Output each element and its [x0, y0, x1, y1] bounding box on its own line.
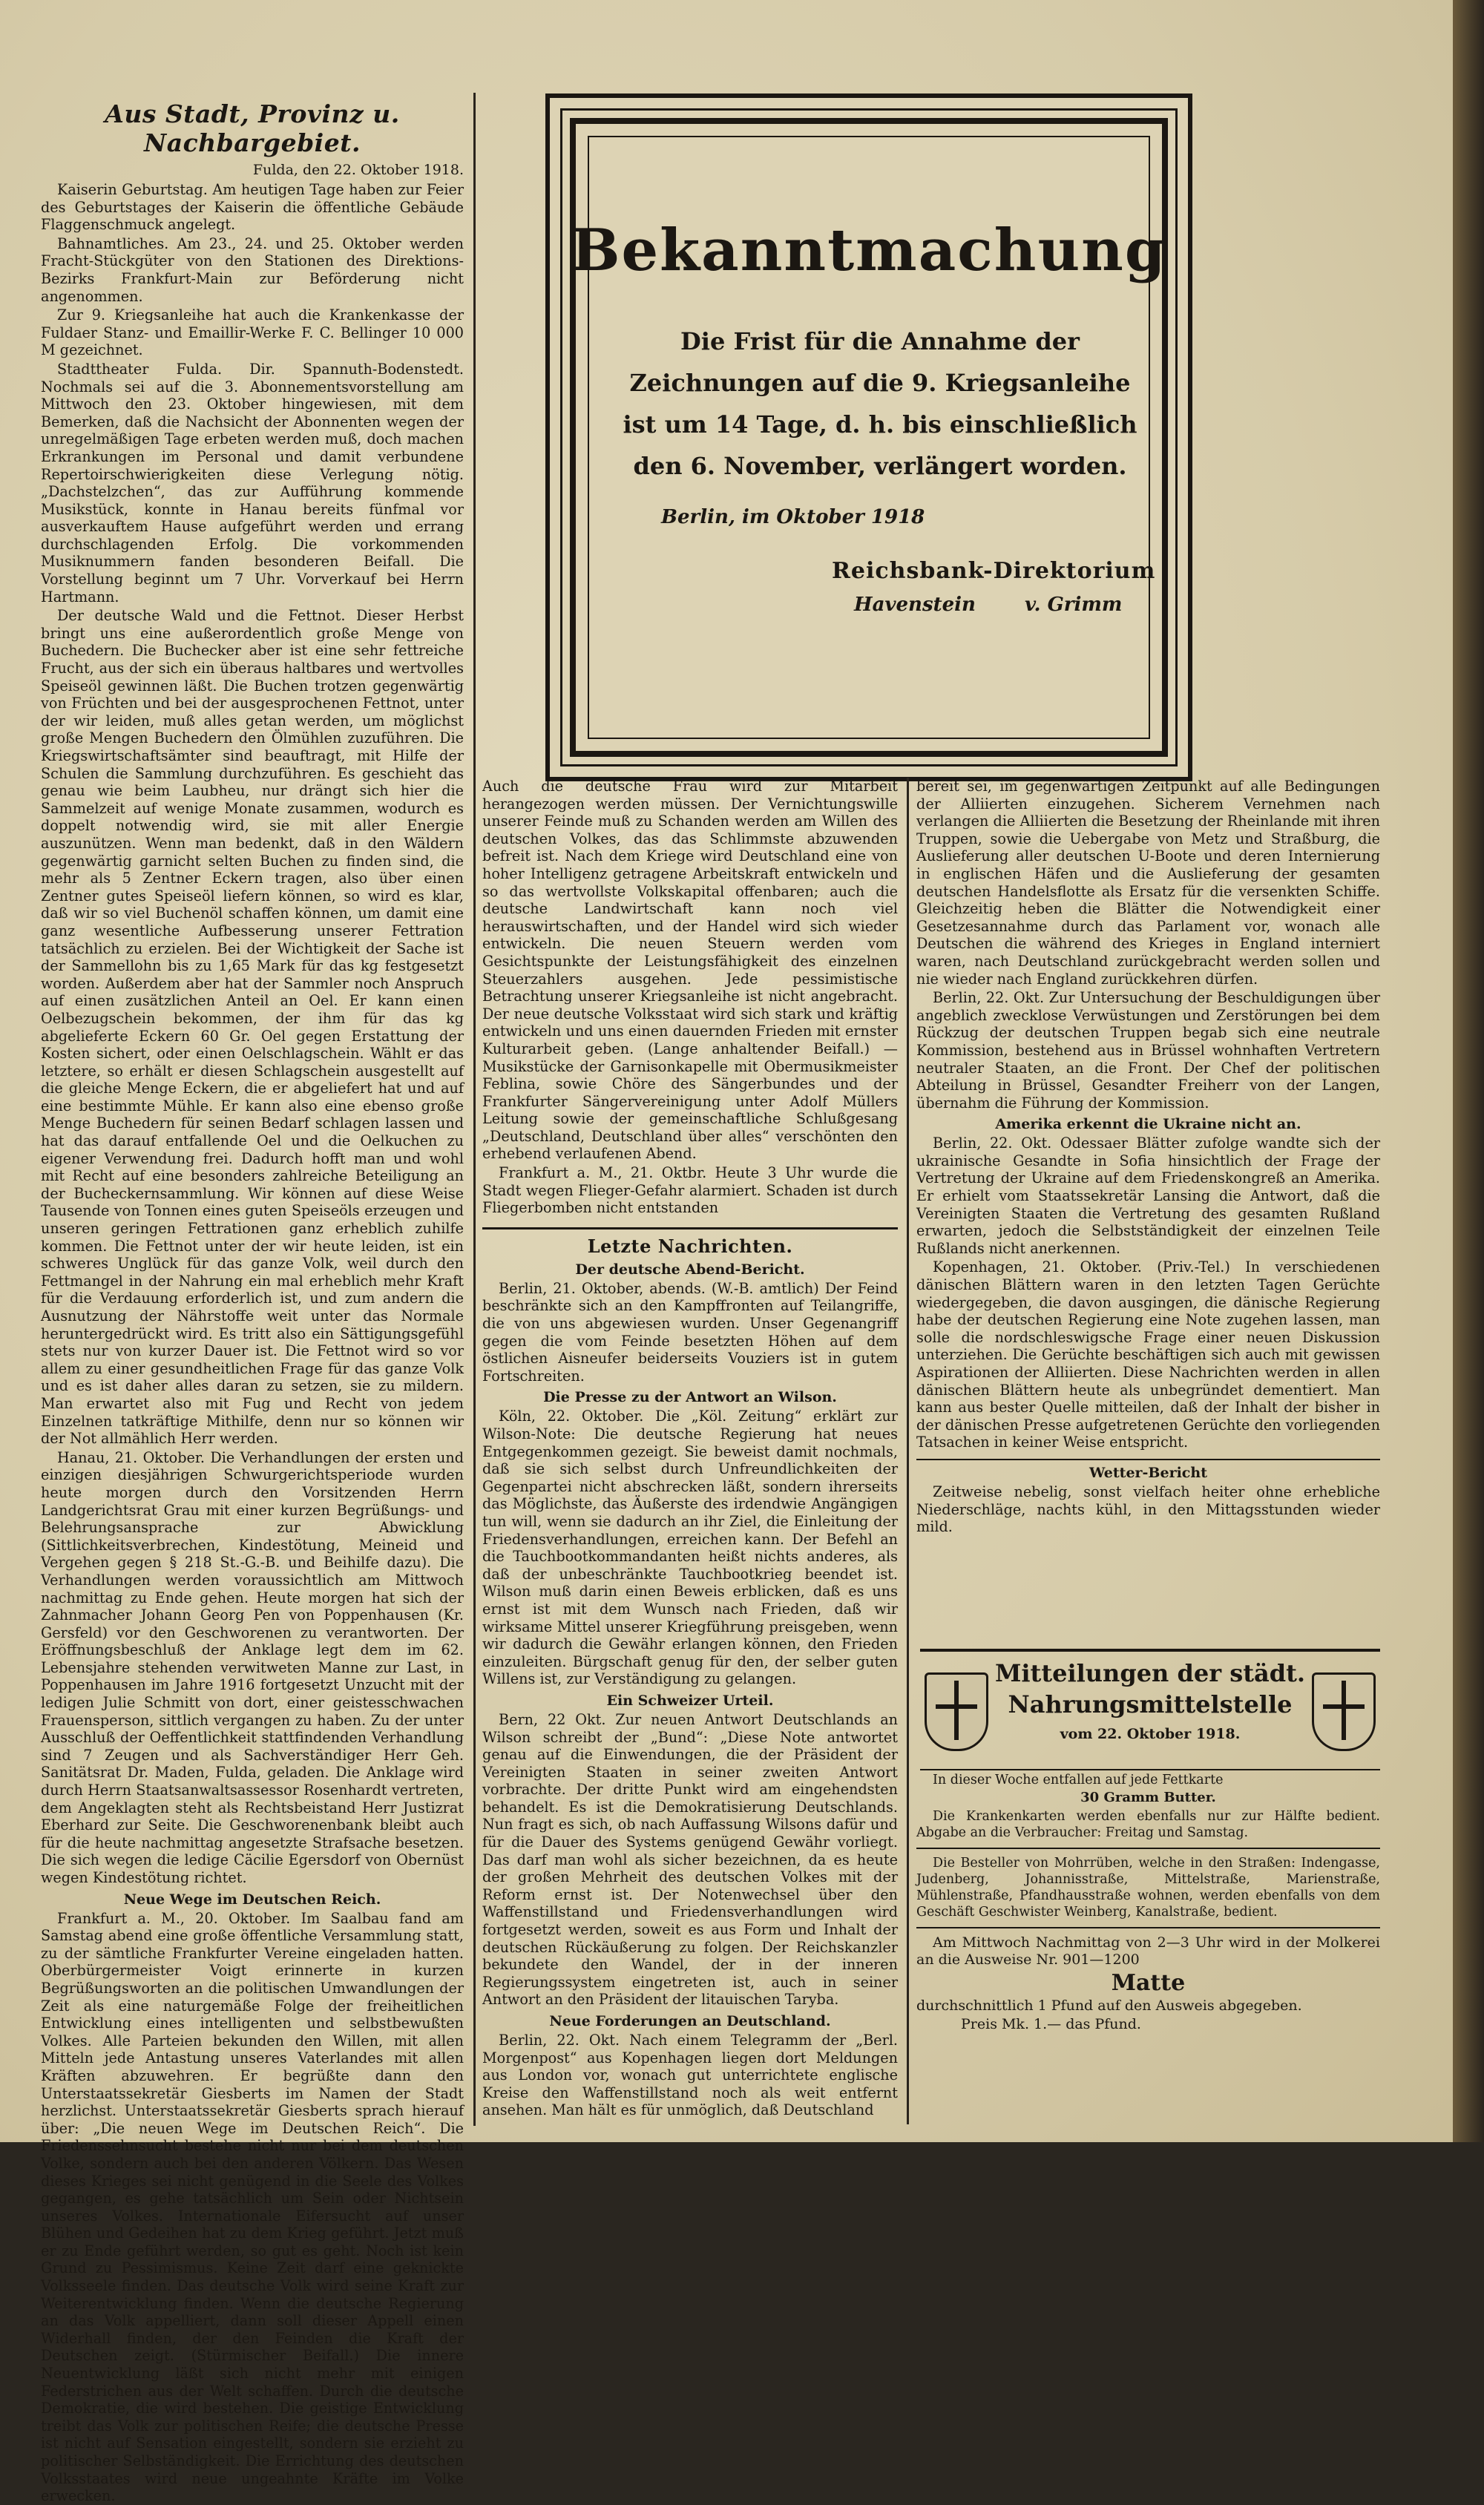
article-paragraph: Frankfurt a. M., 20. Oktober. Im Saalbau fand am Samstag abend eine große öffentliche Versammlung statt, zu der sämtliche Frankfurter Vereine eingeladen hatten. Oberbürgermeister Voigt erinnerte in kurzen Begrüßungsworten an die politischen Umwandlungen der Zeit als eine naturgemäße Folge der freiheitlichen Entwicklung eines intelligenten und selbstbewußten Volkes. Alle Parteien bekunden den Willen, mit allen Mitteln jede Antastung unseres Vaterlandes mit allen Kräften abzuwehren. Er begrüßte dann den Unterstaatssekretär Giesberts im Namen der Stadt herzlichst. Unterstaatssekretär Giesberts sprach hierauf über: „Die neuen Wege im Deutschen Reich“. Die Friedenssehnsucht bestehe nicht nur bei dem deutschen Volke, sondern auch bei den anderen Völkern. Das Wesen dieses Krieges sei nicht genügend in die Seele des Volkes gegangen, es gehe tatsächlich um Sein oder Nichtsein unseres Volkes. Internationale Eifersucht auf unser Blühen und Gedeihen hat zu dem Krieg geführt. Jetzt muß er zu Ende geführt werden, so gut es geht. Noch ist kein Grund zu Pessimismus. Keine Zeit darf eine geknickte Volksseele finden. Das deutsche Volk wird seine Kraft zur Weiterentwicklung finden. Wenn die deutsche Regierung an das Volk appelliert, dann soll dieser Appell einen Widerhall finden, der den Feinden die Kraft der Deutschen zeigt. (Stürmischer Beifall.) Die innere Neuentwicklung läßt sich nicht mehr mit einigen Federstrichen aus der Welt schaffen. Durch die deutsche Demokratie, die wird bestehen. Die geistige Entwicklung treibt das Volk zur politischen Reife; die deutsche Presse ist nicht auf Sensation eingestellt, sondern sie erzieht zu politischer Selbständigkeit. Die Errichtung des deutschen Volksstaates wird neue ungeahnte Kräfte im Volke erwecken. — [41, 1909, 464, 2505]
article-paragraph: Köln, 22. Oktober. Die „Köl. Zeitung“ erklärt zur Wilson-Note: Die deutsche Regierung hat neues Entgegenkommen gezeigt. Sie beweist damit nochmals, daß sie sich selbst durch Unfreundlichkeiten der Gegenpartei nicht abschrecken läßt, sondern ihrerseits das Möglichste, das Äußerste des irdendwie Angängigen tun will, wenn sie dadurch an ihr Ziel, die Einleitung der Friedensverhandlungen, erreichen kann. Der Befehl an die Tauchbootkommandanten heißt nichts anderes, als daß der unbeschränkte Tauchbootkrieg beendet ist. Wilson muß darin einen Beweis erblicken, daß es uns ernst ist mit dem Wunsch nach Frieden, daß wir wirksame Mittel unserer Kriegführung preisgeben, wenn wir dadurch die Gewähr erlangen können, den Frieden einzuleiten. Bürgschaft genug für den, der selber guten Willens ist, zur Verständigung zu gelangen. — [482, 1408, 898, 1688]
article-paragraph: Berlin, 22. Okt. Zur Untersuchung der Beschuldigungen über angeblich zwecklose Verwüstungen und Zerstörungen bei dem Rückzug der deutschen Truppen begab sich eine neutrale Kommission, bestehend aus in Brüssel wohnhaften Vertretern neutraler Staaten, an die Front. Der Chef der politischen Abteilung in Brüssel, Gesandter Freiherr von der Langen, übernahm die Führung der Kommission. — [916, 989, 1380, 1112]
subheading: Ein Schweizer Urteil. — [606, 1692, 774, 1709]
subheading: Neue Forderungen an Deutschland. — [549, 2013, 831, 2029]
notice-paragraph: Die Krankenkarten werden ebenfalls nur zur Hälfte bedient. Abgabe an die Verbraucher: Freitag und Samstag. — [916, 1809, 1380, 1840]
weather-title: Wetter-Bericht — [1089, 1464, 1207, 1481]
subheading: Die Presse zu der Antwort an Wilson. — [543, 1389, 837, 1406]
left-column — [41, 96, 464, 2505]
section-divider — [916, 1845, 1380, 1849]
column-rule — [907, 778, 909, 2124]
fulda-crest-icon — [1312, 1672, 1376, 1751]
notice-price: Preis Mk. 1.— das Pfund. — [961, 2016, 1141, 2032]
bekanntmachung-notice — [545, 93, 1192, 781]
mitteilungen-header — [920, 1649, 1380, 1770]
fulda-crest-icon — [925, 1672, 988, 1751]
latest-news-title: Letzte Nachrichten. — [587, 1235, 793, 1257]
notice-paragraph: In dieser Woche entfallen auf jede Fettkarte — [933, 1773, 1224, 1787]
article-paragraph: bereit sei, im gegenwärtigen Zeitpunkt auf alle Bedingungen der Alliierten einzugehen. Sicherem Vernehmen nach verlangen die Alliierten die Besetzung der Rheinlande mit ihren Truppen, sowie die Uebergabe von Metz und Straßburg, die Auslieferung aller deutschen U-Boote und deren Internierung in englischen Häfen und die Auslieferung der gesamten deutschen Handelsflotte als Ersatz für die versenkten Schiffe. Gleichzeitig heben die Blätter die Notwendigkeit einer Gesetzesannahme durch das Parlament vor, wonach alle Deutschen die während des Krieges in England interniert waren, nach Deutschland zurückgebracht werden sollen und nie wieder nach England zurückkehren dürfen. — [916, 778, 1380, 988]
notice-signature: Havenstein — [854, 594, 976, 616]
page-edge — [1453, 0, 1484, 2142]
article-paragraph: Auch die deutsche Frau wird zur Mitarbeit herangezogen werden müssen. Der Vernichtungswille unserer Feinde muß zu Schanden werden am Willen des deutschen Volkes, das das Schlimmste abzuwenden befreit ist. Nach dem Kriege wird Deutschland eine von hoher Intelligenz getragene Arbeitskraft entwickeln und so das wertvollste Volkskapital offenbaren; auch die deutsche Landwirtschaft kann noch viel herauswirtschaften, und der Handel wird sich wieder entwickeln. Die neuen Steuern werden vom Gesichtspunkte der Leistungsfähigkeit des einzelnen Steuerzahlers ausgehen. Jede pessimistische Betrachtung unserer Kriegsanleihe ist nicht angebracht. Der neue deutsche Volksstaat wird sich stark und kräftig entwickeln und uns einen dauernden Frieden mit ernster Kulturarbeit geben. (Lange anhaltender Beifall.) — Musikstücke der Garnisonkapelle mit Obermusikmeister Feblina, sowie Chöre des Sängerbundes und der Frankfurter Sängervereinigung unter Adolf Müllers Leitung sowie der gemeinschaftliche Schlußgesang „Deutschland, Deutschland über alles“ verschönten den erhebend verlaufenen Abend. — [482, 778, 898, 1163]
mitteilungen-title: Nahrungsmittelstelle — [1008, 1690, 1293, 1718]
dateline: Fulda, den 22. Oktober 1918. — [252, 162, 464, 178]
notice-title: Bekanntmachung — [571, 217, 1167, 284]
subheading: Der deutsche Abend-Bericht. — [575, 1261, 805, 1278]
subheading: Neue Wege im Deutschen Reich. — [123, 1891, 381, 1908]
notice-body: Die Frist für die Annahme der Zeichnungen auf die 9. Kriegsanleihe ist um 14 Tage, d. h. bis einschließlich den 6. November, verlängert worden. — [623, 327, 1137, 480]
article-paragraph: Bern, 22 Okt. Zur neuen Antwort Deutschlands an Wilson schreibt der „Bund“: „Diese Note antwortet genau auf die Einwendungen, die der Präsident der Vereinigten Staaten in seiner zweiten Antwort vorbrachte. Der dritte Punkt wird am eingehendsten behandelt. Es ist die Demokratisierung Deutschlands. Nun fragt es sich, ob nach Auffassung Wilsons dafür und für die Dauer des Systems genügend Gewähr vorliegt. Das darf man wohl als sicher bezeichnen, da es heute der großen Mehrheit des deutschen Volkes mit der Reform ernst ist. Der Notenwechsel über den Waffenstillstand und Friedensverhandlungen wird fortgesetzt werden, soweit es aus Form und Inhalt der deutschen Rückäußerung zu folgen. Der Reichskanzler bekundete den Wandel, der in der inneren Regierungssystem eingetreten ist, auch in seiner Antwort an den Präsident der litauischen Taryba. — [482, 1710, 898, 2009]
middle-column — [482, 778, 898, 2122]
article-paragraph: Stadttheater Fulda. Dir. Spannuth-Bodenstedt. Nochmals sei auf die 3. Abonnementsvorstellung am Mittwoch den 23. Oktober hingewiesen, mit dem Bemerken, daß die Nachsicht der Abonnenten wegen der unregelmäßigen Tage erbeten werden muß, doch machen Erkrankungen im Personal und damit verbundene Repertoirschwierigkeiten diese Verlegung nötig. „Dachstelzchen“, das zur Aufführung kommende Musikstück, konnte in Hanau bereits fünfmal vor ausverkauftem Hause aufgeführt werden und errang durchschlagenden Erfolg. Die vorkommenden Musiknummern fanden besonderen Beifall. Die Vorstellung beginnt um 7 Uhr. Vorverkauf bei Herrn Hartmann. — [41, 360, 464, 605]
notice-place-date: Berlin, im Oktober 1918 — [661, 506, 925, 528]
notice-paragraph: Am Mittwoch Nachmittag von 2—3 Uhr wird in der Molkerei an die Ausweise Nr. 901—1200 — [916, 1934, 1380, 1968]
article-paragraph: Frankfurt a. M., 21. Oktbr. Heute 3 Uhr wurde die Stadt wegen Flieger-Gefahr alarmiert. Schaden ist durch Fliegerbomben nicht entstanden — [482, 1164, 898, 1217]
mitteilungen-title: Mitteilungen der städt. — [994, 1659, 1306, 1687]
article-paragraph: Kaiserin Geburtstag. Am heutigen Tage haben zur Feier des Geburtstages der Kaiserin die öffentliche Gebäude Flaggenschmuck angelegt. — [41, 181, 464, 234]
notice-paragraph: Die Besteller von Mohrrüben, welche in den Straßen: Indengasse, Judenberg, Johannisstraße, Mittelstraße, Marienstraße, Mühlenstraße, Pfandhausstraße wohnen, werden ebenfalls von dem Geschäft Geschwister Weinberg, Kanalstraße, bedient. — [916, 1856, 1380, 1920]
article-paragraph: Kopenhagen, 21. Oktober. (Priv.-Tel.) In verschiedenen dänischen Blättern waren in den letzten Tagen Gerüchte wiedergegeben, die davon ausgingen, die dänische Regierung habe der deutschen Regierung eine Note zugehen lassen, man solle die nordschleswigsche Frage einer neuen Diskussion unterziehen. Die Gerüchte beschäftigen sich auch mit gewissen Aspirationen der Alliierten. Diese Nachrichten werden in allen dänischen Blättern heute als unbegründet dementiert. Man kann aus bester Quelle mitteilen, daß der Inhalt der bisher in der dänischen Presse aufgetretenen Gerüchte den vorliegenden Tatsachen in keiner Weise entspricht. — [916, 1258, 1380, 1451]
article-paragraph: Berlin, 21. Oktober, abends. (W.-B. amtlich) Der Feind beschränkte sich an den Kampffronten auf Teilangriffe, die von uns abgewiesen wurden. Unser Gegenangriff gegen die vom Feinde besetzten Höhen auf dem östlichen Aisneufer beiderseits Vouziers ist in gutem Fortschreiten. — [482, 1279, 898, 1385]
article-paragraph: Bahnamtliches. Am 23., 24. und 25. Oktober werden Fracht-Stückgüter von den Stationen des Direktions-Bezirks Frankfurt-Main zur Beförderung nicht angenommen. — [41, 234, 464, 305]
article-paragraph: Hanau, 21. Oktober. Die Verhandlungen der ersten und einzigen diesjährigen Schwurgerichtsperiode wurden heute morgen durch den Vorsitzenden Herrn Landgerichtsrat Grau mit einer kurzen Begrüßungs- und Belehrungsansprache zur Abwicklung (Sittlichkeitsverbrechen, Kindestötung, Meineid und Vergehen gegen § 218 St.-G.-B. und Beihilfe dazu). Die Verhandlungen werden voraussichtlich am Mittwoch nachmittag zu Ende gehen. Heute morgen hat sich der Zahnmacher Johann Georg Pen von Poppenhausen (Kr. Gersfeld) vor den Geschworenen zu verantworten. Der Eröffnungsbeschluß der Anklage legt dem im 62. Lebensjahre stehenden verwitweten Manne zur Last, in Poppenhausen im Jahre 1916 fortgesetzt Unzucht mit der ledigen Julie Schmitt von dort, einer geistesschwachen Frauensperson, sittlich vergangen zu haben. Zu der unter Ausschluß der Oeffentlichkeit stattfindenden Verhandlung sind 7 Zeugen und als Sachverständiger Herr Geh. Sanitätsrat Dr. Maden, Fulda, geladen. Die Anklage wird durch Herrn Staatsanwaltsassessor Rosenhardt vertreten, dem Angeklagten steht als Rechtsbeistand Herr Justizrat Eberhard zur Seite. Die Geschworenenbank bleibt auch für die heute nachmittag angesetzte Strafsache besetzen. Die sich wegen die ledige Cäcilie Egersdorf von Obernüst wegen Kindestötung richtet. — [41, 1448, 464, 1886]
mitteilungen-date: vom 22. Oktober 1918. — [1060, 1726, 1241, 1742]
section-divider — [916, 1925, 1380, 1928]
notice-organization: Reichsbank-Direktorium — [832, 558, 1156, 584]
article-paragraph: Berlin, 22. Okt. Nach einem Telegramm der „Berl. Morgenpost“ aus Kopenhagen liegen dort Meldungen aus London vor, wonach gut unterrichtete englische Kreise den Waffenstillstand noch als weit entfernt ansehen. Man hält es für unmöglich, daß Deutschland — [482, 2032, 898, 2119]
mitteilungen-body — [916, 1772, 1380, 2121]
notice-highlight: 30 Gramm Butter. — [1080, 1790, 1216, 1805]
column-rule — [473, 93, 476, 2126]
subheading: Amerika erkennt die Ukraine nicht an. — [995, 1116, 1301, 1133]
section-divider — [916, 1456, 1380, 1460]
article-paragraph: Zur 9. Kriegsanleihe hat auch die Krankenkasse der Fuldaer Stanz- und Emaillir-Werke F. C. Bellinger 10 000 M gezeichnet. — [41, 306, 464, 359]
matte-heading: Matte — [1111, 1970, 1186, 1996]
weather-text: Zeitweise nebelig, sonst vielfach heiter ohne erhebliche Niederschläge, nachts kühl, in den Mittagsstunden wieder mild. — [916, 1483, 1380, 1536]
right-column — [916, 778, 1380, 1642]
article-paragraph: Der deutsche Wald und die Fettnot. Dieser Herbst bringt uns eine außerordentlich große Menge von Buchedern. Die Buchecker aber ist eine sehr fettreiche Frucht, aus der sich ein überaus haltbares und wertvolles Speiseöl gewinnen läßt. Die Buchen trotzen gegenwärtig von Früchten und bei der ausgesprochenen Fettnot, unter der wir leiden, muß alles getan werden, um möglichst große Mengen Buchedern den Ölmühlen zuzuführen. Die Kriegswirtschaftsämter sind beauftragt, mit Hilfe der Schulen die Sammlung durchzuführen. Es geschieht das genau wie beim Laubheu, nur drängt sich hier die Sammelzeit auf wenige Monate zusammen, wodurch es doppelt notwendig wird, sie mit aller Energie auszunützen. Wenn man bedenkt, daß in den Wäldern gegenwärtig garnicht selten Buchen zu finden sind, die mehr als 5 Zentner Eckern tragen, also über einen Zentner gutes Speiseöl liefern können, so wird es klar, daß wir so viel Buchenöl schaffen können, um damit eine ganz wesentliche Aufbesserung unserer Fettration tatsächlich zu erzielen. Bei der Wichtigkeit der Sache ist der Sammellohn bis zu 1,65 Mark für das kg festgesetzt worden. Außerdem aber hat der Sammler noch Anspruch auf einen zusätzlichen Anteil an Oel. Er kann einen Oelbezugschein bekommen, der ihm für das kg abgelieferte Eckern 60 Gr. Oel gegen Erstattung der Kosten sichert, oder einen Oelschlagschein. Wählt er das letztere, so erhält er diesen Schlagschein ausgestellt auf die gleiche Menge Eckern, die er abgeliefert hat und auf eine bestimmte Mühle. Er kann also eine ebenso große Menge Buchedern für seinen Bedarf schlagen lassen und hat das darauf entfallende Oel und die Oelkuchen zu eigener Verwendung frei. Dadurch hofft man und wohl mit Recht auf eine besonders zahlreiche Beteiligung an der Bucheckernsammlung. Wir können auf diese Weise Tausende von Tonnen eines guten Speiseöls erzeugen und unseren geringen Fettrationen ganz erheblich zuhilfe kommen. Die Fettnot unter der wir heute leiden, ist ein schweres Unglück für das ganze Volk, weil durch den Fettmangel in der Nahrung ein mal erheblich mehr Kraft für die Verdauung erforderlich ist, und zum andern die Ausnutzung der Nährstoffe weit unter das Normale heruntergedrückt wird. Es tritt also ein Sättigungsgefühl stets nur von kurzer Dauer ist. Die Fettnot wird so vor allem zu einer gesundheitlichen Frage für das ganze Volk und es ist daher alles daran zu setzen, sie zu mildern. Man erwartet also mit Fug und Recht von jedem Einzelnen tatkräftige Mithilfe, denn nur so können wir der Not allmählich Herr werden. — [41, 607, 464, 1448]
section-divider — [482, 1221, 898, 1229]
article-paragraph: Berlin, 22. Okt. Odessaer Blätter zufolge wandte sich der ukrainische Gesandte in Sofia hinsichtlich der Frage der Vertretung der Ukraine auf dem Friedenskongreß an Amerika. Er erhielt vom Staatssekretär Lansing die Antwort, daß die Vereinigten Staaten die Vertretung des gesamten Rußland erwarten, jedoch die Selbstständigkeit der einzelnen Teile Rußlands nicht anerkennen. — [916, 1135, 1380, 1257]
notice-signature: v. Grimm — [1025, 594, 1123, 616]
notice-paragraph: durchschnittlich 1 Pfund auf den Ausweis abgegeben. — [916, 1997, 1302, 2014]
section-title: Aus Stadt, Provinz u. Nachbargebiet. — [105, 99, 400, 157]
